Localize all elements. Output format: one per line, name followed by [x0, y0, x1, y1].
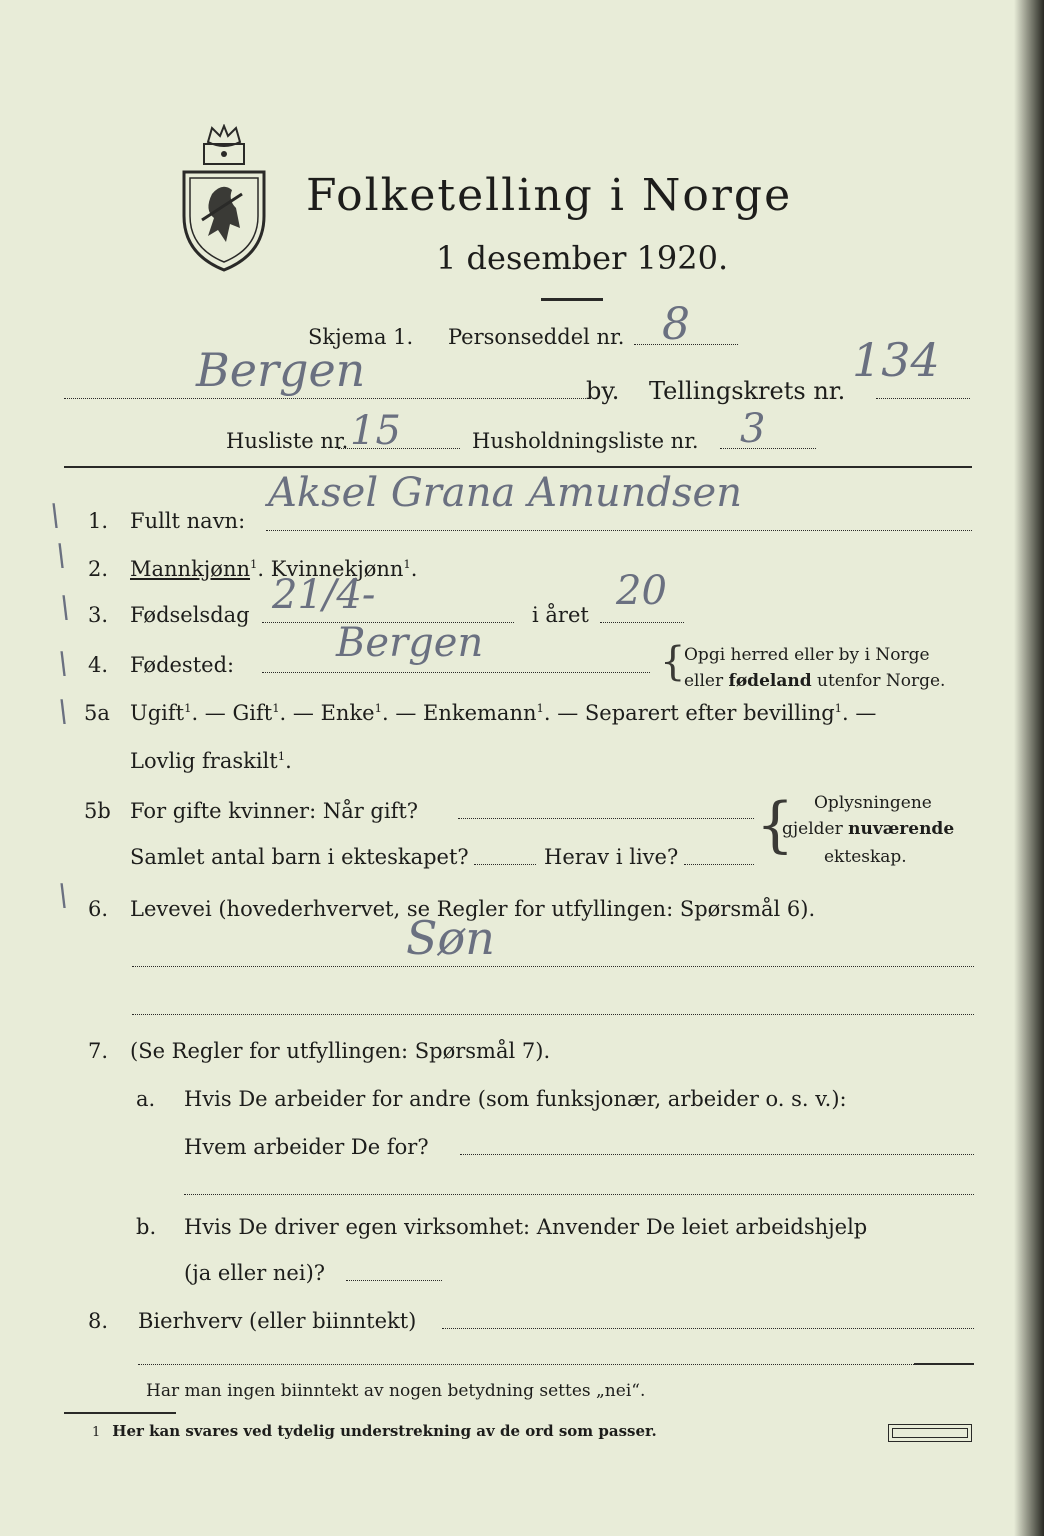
q6-line-1	[132, 966, 974, 967]
q8-line-2-end	[914, 1363, 974, 1365]
q2-sup-a: 1	[250, 557, 258, 571]
space-4	[578, 701, 585, 725]
q5b-barn: Samlet antal barn i ekteskapet?	[130, 845, 469, 869]
q7a-question: Hvem arbeider De for?	[184, 1135, 429, 1159]
q7-label: (Se Regler for utfyllingen: Spørsmål 7).	[130, 1039, 551, 1063]
q5b-brace: {	[756, 790, 795, 860]
q5a-options	[130, 700, 876, 726]
dash-5: —	[855, 701, 877, 725]
q1-label: Fullt navn:	[130, 509, 246, 533]
space-2	[314, 701, 321, 725]
dash-2: —	[292, 701, 314, 725]
period-2: .	[279, 701, 293, 725]
q5b-note-3: ekteskap.	[824, 847, 907, 867]
margin-check-4: \	[58, 646, 69, 681]
q4-number: 4.	[88, 653, 109, 677]
q7a-line-2	[184, 1194, 974, 1195]
q7b-question: (ja eller nei)?	[184, 1261, 326, 1285]
period-3: .	[381, 701, 396, 725]
q7a-number: a.	[136, 1087, 156, 1111]
husholdning-value: 3	[740, 406, 766, 452]
q4-label: Fødested:	[130, 653, 235, 677]
q5a-line-2	[130, 748, 292, 774]
birthplace-handwritten: Bergen	[336, 620, 484, 666]
dash-1: —	[204, 701, 226, 725]
space-3	[416, 701, 423, 725]
status-ugift: Ugift	[130, 701, 185, 725]
q8-line-2	[138, 1364, 914, 1365]
dash-4: —	[557, 701, 579, 725]
husliste-label: Husliste nr.	[226, 429, 349, 453]
q2-period-2: .	[410, 557, 418, 581]
q5b-live-line	[684, 864, 754, 865]
margin-check-6: \	[58, 878, 69, 913]
q8-number: 8.	[88, 1309, 109, 1333]
q5b-line	[458, 818, 754, 819]
q7b-line	[346, 1280, 442, 1281]
sup-3: 1	[374, 701, 382, 715]
q2-number: 2.	[88, 557, 109, 581]
q5b-label: For gifte kvinner: Når gift?	[130, 799, 419, 823]
footnote-a: Her kan svares ved tydelig	[112, 1422, 341, 1440]
status-gift: Gift	[232, 701, 273, 725]
city-line	[64, 398, 586, 399]
coat-of-arms-icon	[178, 124, 270, 272]
sup-1: 1	[184, 701, 192, 715]
q5b-note-1: Oplysningene	[814, 793, 932, 813]
dash-3: —	[395, 701, 417, 725]
period-1: .	[191, 701, 205, 725]
footnote-mark: 1	[92, 1425, 101, 1440]
sup-6: 1	[277, 749, 286, 763]
q4-note-2a: eller	[684, 671, 729, 691]
sup-5: 1	[834, 701, 843, 715]
margin-check-3: \	[60, 590, 71, 625]
q2-sup-b: 1	[403, 557, 411, 571]
q5b-number: 5b	[84, 799, 111, 823]
printer-stamp	[888, 1424, 972, 1442]
tellingskrets-value: 134	[852, 333, 940, 387]
status-fraskilt: Lovlig fraskilt	[130, 749, 278, 773]
q4-note-2	[684, 670, 945, 692]
levevei-handwritten: Søn	[406, 911, 495, 965]
q4-brace: {	[660, 639, 686, 685]
period-6: .	[285, 749, 292, 773]
census-date: 1 desember 1920.	[436, 239, 729, 277]
footer-note: Har man ingen biinntekt av nogen betydning settes „nei“.	[146, 1381, 646, 1401]
q4-note-2c: utenfor Norge.	[811, 671, 946, 691]
personseddel-label: Personseddel nr.	[448, 325, 625, 349]
page-title: Folketelling i Norge	[306, 170, 793, 221]
status-enkemann: Enkemann	[423, 701, 537, 725]
sup-4: 1	[536, 701, 544, 715]
husholdning-line	[720, 448, 816, 449]
q5b-note-2a: gjelder	[782, 819, 849, 839]
husholdning-label: Husholdningsliste nr.	[472, 429, 699, 453]
footnote-divider	[64, 1412, 176, 1414]
q7-number: 7.	[88, 1039, 109, 1063]
footnote-c: av de ord som passer.	[471, 1422, 657, 1440]
q2-period: .	[257, 557, 271, 581]
q1-line	[266, 530, 972, 531]
margin-check-1: \	[50, 498, 61, 533]
gender-male: Mannkjønn	[130, 557, 251, 581]
q5b-note-2	[782, 818, 954, 840]
city-handwritten: Bergen	[196, 343, 366, 397]
husliste-value: 15	[350, 408, 401, 454]
sup-2: 1	[272, 701, 280, 715]
tellingskrets-label: Tellingskrets nr.	[649, 377, 846, 405]
q5a-number: 5a	[84, 701, 110, 725]
by-label: by.	[586, 377, 620, 405]
q7b-number: b.	[136, 1215, 157, 1239]
q5b-note-2b: nuværende	[848, 819, 955, 839]
q3-number: 3.	[88, 603, 109, 627]
period-4: .	[543, 701, 558, 725]
q4-line	[262, 672, 650, 673]
q6-line-2	[132, 1014, 974, 1015]
birth-year-handwritten: 20	[616, 568, 667, 614]
q3-label: Fødselsdag	[130, 603, 250, 627]
footnote-b: understrekning	[340, 1422, 472, 1440]
q5b-barn-line	[474, 864, 536, 865]
q4-note-1: Opgi herred eller by i Norge	[684, 645, 930, 665]
q8-label: Bierhverv (eller biinntekt)	[138, 1309, 417, 1333]
footnote	[92, 1420, 657, 1444]
personseddel-value: 8	[662, 299, 690, 350]
q1-number: 1.	[88, 509, 109, 533]
q6-label: Levevei (hovederhvervet, se Regler for utfyllingen: Spørsmål 6).	[130, 897, 816, 921]
q6-number: 6.	[88, 897, 109, 921]
q4-note-2b: fødeland	[728, 671, 812, 691]
q5b-live: Herav i live?	[544, 845, 679, 869]
header-divider	[541, 298, 603, 301]
q3-year-line	[600, 622, 684, 623]
full-name-handwritten: Aksel Grana Amundsen	[268, 470, 742, 516]
q8-line-1	[442, 1328, 974, 1329]
gender-female: Kvinnekjønn	[270, 557, 404, 581]
status-separert: Separert efter bevilling	[584, 701, 835, 725]
margin-check-2: \	[56, 538, 67, 573]
period-5: .	[842, 701, 856, 725]
skjema-label: Skjema 1.	[308, 325, 414, 349]
tellingskrets-line	[876, 398, 970, 399]
q3-year-label: i året	[532, 603, 589, 627]
q7b-label: Hvis De driver egen virksomhet: Anvender De leiet arbeidshjelp	[184, 1215, 868, 1239]
status-enke: Enke	[320, 701, 375, 725]
q7a-label: Hvis De arbeider for andre (som funksjonær, arbeider o. s. v.):	[184, 1087, 847, 1111]
q7a-line-1	[460, 1154, 974, 1155]
birthday-handwritten: 21/4-	[272, 572, 376, 618]
margin-check-5: \	[58, 694, 69, 729]
